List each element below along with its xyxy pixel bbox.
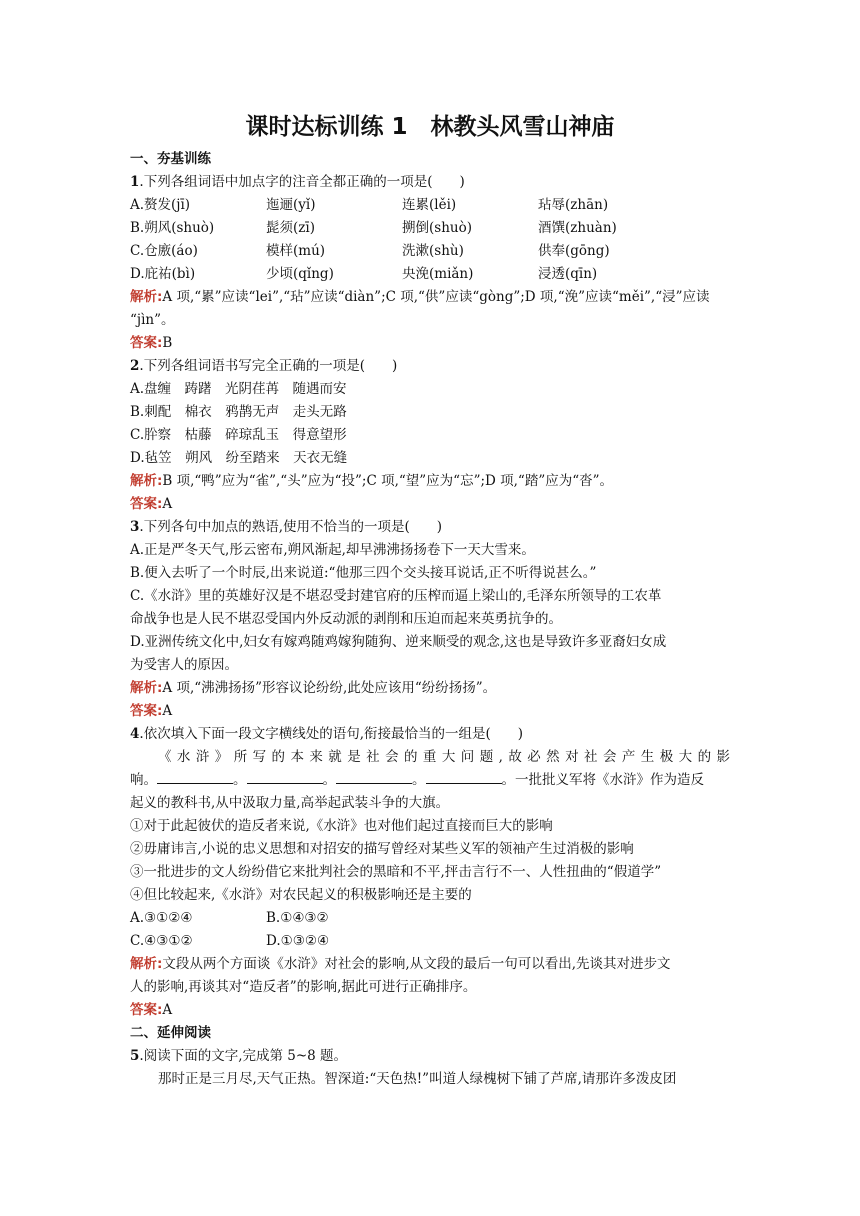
fill-blank bbox=[426, 769, 502, 784]
fill-blank bbox=[336, 769, 412, 784]
option: C.《水浒》里的英雄好汉是不堪忍受封建官府的压榨而逼上梁山的,毛泽东所领导的工农革 bbox=[130, 588, 662, 604]
reading-passage: 那时正是三月尽,天气正热。智深道:“天色热!”叫道人绿槐树下铺了芦席,请那许多泼皮团 bbox=[158, 1071, 677, 1087]
option-row bbox=[130, 194, 730, 217]
option-row bbox=[130, 263, 730, 286]
option-cell: B.朔风(shuò) bbox=[130, 220, 215, 236]
sentence-item: ④但比较起来,《水浒》对农民起义的积极影响还是主要的 bbox=[130, 887, 472, 903]
answer-label: 答案: bbox=[130, 703, 163, 719]
question-4 bbox=[130, 723, 730, 1022]
analysis-label: 解析: bbox=[130, 680, 163, 696]
option-cell: 供奉(gōng) bbox=[538, 243, 610, 259]
answer-value: A bbox=[162, 1002, 173, 1018]
option-row bbox=[130, 217, 730, 240]
sentence-item: ①对于此起彼伏的造反者来说,《水浒》也对他们起过直接而巨大的影响 bbox=[130, 818, 553, 834]
passage-line: 起义的教科书,从中汲取力量,高举起武装斗争的大旗。 bbox=[130, 795, 450, 811]
fill-blank bbox=[157, 769, 233, 784]
passage-line: 《水浒》所写的本来就是社会的重大问题,故必然对社会产生极大的影 bbox=[158, 749, 730, 765]
document-page bbox=[130, 110, 730, 1091]
option-cell: 模样(mú) bbox=[266, 243, 326, 259]
page-title: 课时达标训练 1 林教头风雪山神庙 bbox=[245, 114, 615, 140]
question-number: 5 bbox=[130, 1048, 140, 1064]
choice: B.①④③② bbox=[266, 910, 329, 926]
question-1 bbox=[130, 171, 730, 355]
question-2 bbox=[130, 355, 730, 516]
question-stem: .下列各组词语书写完全正确的一项是( ) bbox=[139, 358, 398, 374]
answer-value: A bbox=[162, 703, 173, 719]
section-heading-2: 二、延伸阅读 bbox=[130, 1025, 211, 1041]
answer-label: 答案: bbox=[130, 335, 163, 351]
analysis-text: B 项,“鸭”应为“雀”,“头”应为“投”;C 项,“望”应为“忘”;D 项,“踏”应为“沓”。 bbox=[162, 473, 614, 489]
option: B.便入去听了一个时辰,出来说道:“他那三四个交头接耳说话,正不听得说甚么。” bbox=[130, 565, 597, 581]
option: C.肸察 枯藤 碎琼乱玉 得意望形 bbox=[130, 427, 347, 443]
question-stem: .阅读下面的文字,完成第 5~8 题。 bbox=[139, 1048, 348, 1064]
analysis-label: 解析: bbox=[130, 956, 163, 972]
question-5 bbox=[130, 1045, 730, 1091]
question-stem: .依次填入下面一段文字横线处的语句,衔接最恰当的一组是( ) bbox=[139, 726, 524, 742]
question-number: 1 bbox=[130, 174, 140, 190]
answer-label: 答案: bbox=[130, 496, 163, 512]
option-cell: 搠倒(shuò) bbox=[402, 220, 472, 236]
option-cell: 央浼(miǎn) bbox=[402, 266, 474, 282]
option: 为受害人的原因。 bbox=[130, 657, 238, 673]
option-cell: 迤逦(yǐ) bbox=[266, 197, 316, 213]
analysis-label: 解析: bbox=[130, 289, 163, 305]
choice-row bbox=[130, 930, 730, 953]
option-cell: C.仓廒(áo) bbox=[130, 243, 198, 259]
option-cell: 浸透(qīn) bbox=[538, 266, 598, 282]
answer-value: A bbox=[162, 496, 173, 512]
sentence-item: ③一批进步的文人纷纷借它来批判社会的黑暗和不平,抨击言行不一、人性扭曲的“假道学” bbox=[130, 864, 662, 880]
passage-text: 。一批批义军将《水浒》作为造反 bbox=[501, 772, 704, 788]
option-cell: 髭须(zī) bbox=[266, 220, 315, 236]
choice: D.①③②④ bbox=[266, 933, 330, 949]
passage-line-blanks: 响。 。 。 。 。一批批义军将《水浒》作为造反 bbox=[130, 769, 730, 792]
passage-text: 响。 bbox=[130, 772, 157, 788]
option: B.刺配 棉衣 鸦鹊无声 走头无路 bbox=[130, 404, 347, 420]
option: 命战争也是人民不堪忍受国内外反动派的剥削和压迫而起来英勇抗争的。 bbox=[130, 611, 562, 627]
option: D.毡笠 朔风 纷至踏来 天衣无缝 bbox=[130, 450, 348, 466]
question-stem: .下列各句中加点的熟语,使用不恰当的一项是( ) bbox=[139, 519, 443, 535]
analysis-text: A 项,“沸沸扬扬”形容议论纷纷,此处应该用“纷纷扬扬”。 bbox=[162, 680, 497, 696]
option-cell: A.赘发(jī) bbox=[130, 197, 191, 213]
section-heading-1: 一、夯基训练 bbox=[130, 151, 211, 167]
answer-value: B bbox=[162, 335, 173, 351]
answer-label: 答案: bbox=[130, 1002, 163, 1018]
question-number: 4 bbox=[130, 726, 140, 742]
choice-row bbox=[130, 907, 730, 930]
sentence-item: ②毋庸讳言,小说的忠义思想和对招安的描写曾经对某些义军的领袖产生过消极的影响 bbox=[130, 841, 634, 857]
choice: C.④③①② bbox=[130, 933, 193, 949]
option-cell: 玷辱(zhān) bbox=[538, 197, 609, 213]
option-cell: 酒馔(zhuàn) bbox=[538, 220, 617, 236]
fill-blank bbox=[247, 769, 323, 784]
question-number: 2 bbox=[130, 358, 140, 374]
option: A.正是严冬天气,彤云密布,朔风渐起,却早沸沸扬扬卷下一天大雪来。 bbox=[130, 542, 535, 558]
question-stem: .下列各组词语中加点字的注音全都正确的一项是( ) bbox=[139, 174, 465, 190]
analysis-text: A 项,“累”应读“lei”,“玷”应读“diàn”;C 项,“供”应读“gòng”;D 项,“浼”应读“měi”,“浸”应读 bbox=[162, 289, 710, 305]
option: A.盘缠 踌躇 光阴荏苒 随遇而安 bbox=[130, 381, 347, 397]
analysis-text-cont: “jìn”。 bbox=[130, 312, 175, 328]
question-3 bbox=[130, 516, 730, 723]
analysis-text: 文段从两个方面谈《水浒》对社会的影响,从文段的最后一句可以看出,先谈其对进步文 bbox=[162, 956, 671, 972]
option-row bbox=[130, 240, 730, 263]
option: D.亚洲传统文化中,妇女有嫁鸡随鸡嫁狗随狗、逆来顺受的观念,这也是导致许多亚裔妇女成 bbox=[130, 634, 667, 650]
option-cell: 洗漱(shù) bbox=[402, 243, 464, 259]
analysis-text-cont: 人的影响,再谈其对“造反者”的影响,据此可进行正确排序。 bbox=[130, 979, 477, 995]
question-number: 3 bbox=[130, 519, 140, 535]
option-cell: 连累(lěi) bbox=[402, 197, 457, 213]
choice: A.③①②④ bbox=[130, 910, 193, 926]
option-cell: 少顷(qǐng) bbox=[266, 266, 334, 282]
analysis-label: 解析: bbox=[130, 473, 163, 489]
option-cell: D.庇祐(bì) bbox=[130, 266, 196, 282]
